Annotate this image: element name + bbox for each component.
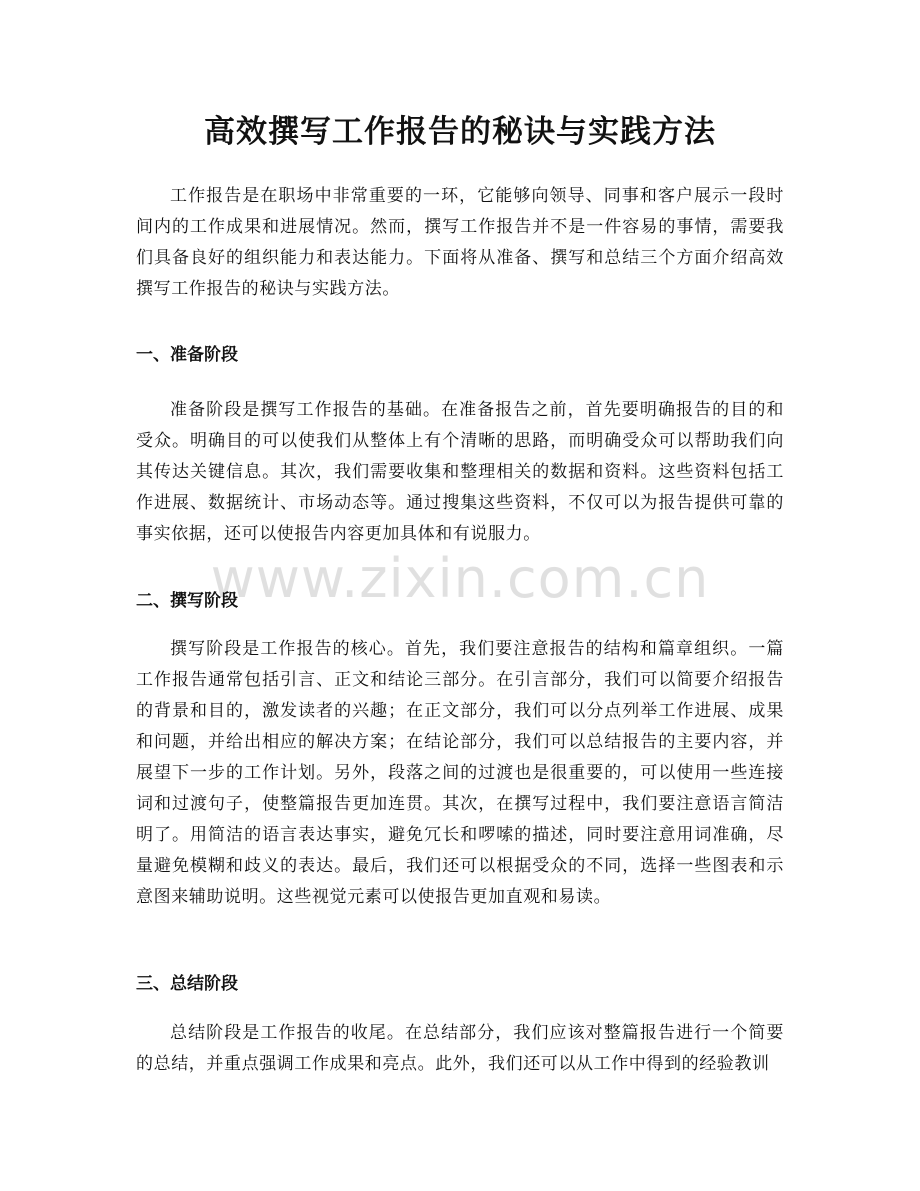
page-title: 高效撰写工作报告的秘诀与实践方法	[204, 114, 716, 150]
section-body-writing: 撰写阶段是工作报告的核心。首先，我们要注意报告的结构和篇章组织。一篇工作报告通常包括引言、正文和结论三部分。在引言部分，我们可以简要介绍报告的背景和目的，激发读者的兴趣；在正文部分，我们可以分点列举工作进展、成果和问题，并给出相应的解决方案；在结论部分，我们可以总结报告的主要内容，并展望下一步的工作计划。另外，段落之间的过渡也是很重要的，可以使用一些连接词和过渡句子，使整篇报告更加连贯。其次，在撰写过程中，我们要注意语言简洁明了。用简洁的语言表达事实，避免冗长和啰嗦的描述，同时要注意用词准确，尽量避免模糊和歧义的表达。最后，我们还可以根据受众的不同，选择一些图表和示意图来辅助说明。这些视觉元素可以使报告更加直观和易读。	[136, 639, 784, 907]
watermark: www.zixin.com.cn	[210, 547, 710, 610]
section-heading-summary: 三、总结阶段	[136, 974, 238, 994]
intro-paragraph: 工作报告是在职场中非常重要的一环，它能够向领导、同事和客户展示一段时间内的工作成果和进展情况。然而，撰写工作报告并不是一件容易的事情，需要我们具备良好的组织能力和表达能力。下面将从准备、撰写和总结三个方面介绍高效撰写工作报告的秘诀与实践方法。	[136, 186, 784, 299]
section-heading-writing: 二、撰写阶段	[136, 591, 238, 611]
section-heading-preparation: 一、准备阶段	[136, 345, 238, 365]
section-body-preparation: 准备阶段是撰写工作报告的基础。在准备报告之前，首先要明确报告的目的和受众。明确目的可以使我们从整体上有个清晰的思路，而明确受众可以帮助我们向其传达关键信息。其次，我们需要收集和整理相关的数据和资料。这些资料包括工作进展、数据统计、市场动态等。通过搜集这些资料，不仅可以为报告提供可靠的事实依据，还可以使报告内容更加具体和有说服力。	[136, 400, 784, 544]
section-body-summary: 总结阶段是工作报告的收尾。在总结部分，我们应该对整篇报告进行一个简要的总结，并重点强调工作成果和亮点。此外，我们还可以从工作中得到的经验教训	[136, 1023, 784, 1074]
